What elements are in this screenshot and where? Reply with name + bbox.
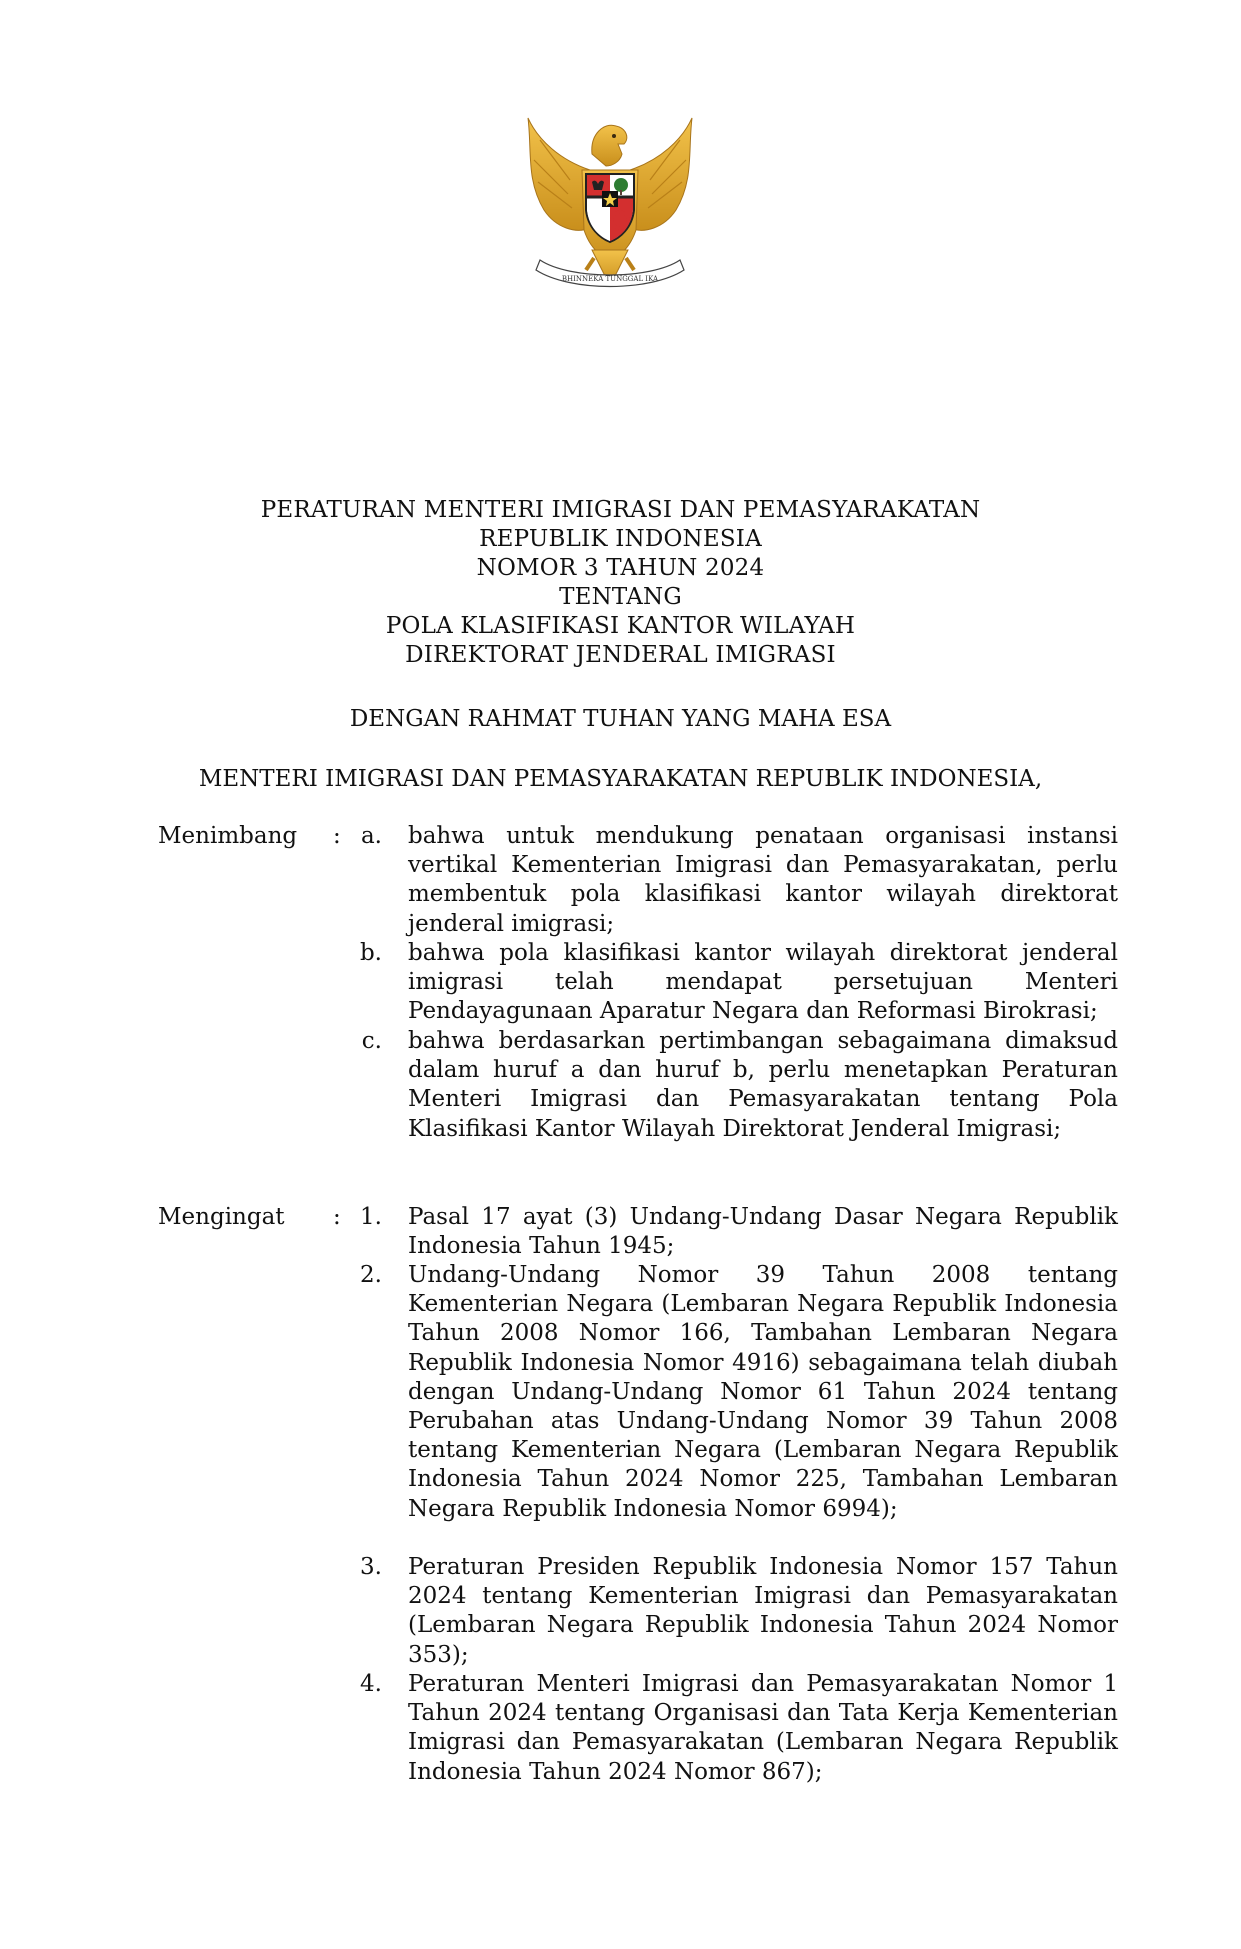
item-marker: b. bbox=[359, 940, 382, 966]
emblem-motto: BHINNEKA TUNGGAL IKA bbox=[561, 275, 659, 283]
item-marker: 4. bbox=[360, 1671, 382, 1697]
regulation-title bbox=[0, 496, 1241, 670]
mengingat-label: Mengingat bbox=[158, 1204, 285, 1230]
title-line-2: REPUBLIK INDONESIA bbox=[479, 526, 762, 552]
title-line-4: TENTANG bbox=[559, 584, 682, 610]
item-text: Peraturan Presiden Republik Indonesia Nomor 157 Tahun 2024 tentang Kementerian Imigrasi dan Pemasyarakatan (Lembaran Negara Republik Indonesia Tahun 2024 Nomor 353); bbox=[408, 1554, 1118, 1668]
menimbang-label: Menimbang bbox=[158, 823, 298, 849]
item-text: Peraturan Menteri Imigrasi dan Pemasyarakatan Nomor 1 Tahun 2024 tentang Organisasi dan Tata Kerja Kementerian Imigrasi dan Pemasyarakatan (Lembaran Negara Republik Indonesia Tahun 2024 Nomor 867); bbox=[408, 1671, 1118, 1785]
item-text: Pasal 17 ayat (3) Undang-Undang Dasar Negara Republik Indonesia Tahun 1945; bbox=[408, 1204, 1118, 1260]
title-line-5: POLA KLASIFIKASI KANTOR WILAYAH bbox=[385, 613, 856, 639]
title-line-1: PERATURAN MENTERI IMIGRASI DAN PEMASYARAKATAN bbox=[260, 497, 981, 523]
item-marker: 2. bbox=[360, 1262, 382, 1288]
issuer-line: MENTERI IMIGRASI DAN PEMASYARAKATAN REPUBLIK INDONESIA, bbox=[198, 766, 1043, 792]
title-line-6: DIREKTORAT JENDERAL IMIGRASI bbox=[405, 642, 836, 668]
garuda-emblem bbox=[520, 110, 700, 295]
item-text: bahwa berdasarkan pertimbangan sebagaimana dimaksud dalam huruf a dan huruf b, perlu menetapkan Peraturan Menteri Imigrasi dan Pemasyarakatan tentang Pola Klasifikasi Kantor Wilayah Direktorat Jenderal Imigrasi; bbox=[408, 1028, 1118, 1142]
title-line-3: NOMOR 3 TAHUN 2024 bbox=[476, 555, 765, 581]
item-marker: 3. bbox=[360, 1554, 382, 1580]
item-text: bahwa pola klasifikasi kantor wilayah direktorat jenderal imigrasi telah mendapat persetujuan Menteri Pendayagunaan Aparatur Negara dan Reformasi Birokrasi; bbox=[408, 940, 1118, 1025]
item-marker: a. bbox=[360, 823, 382, 849]
mengingat-colon: : bbox=[333, 1204, 341, 1230]
item-text: bahwa untuk mendukung penataan organisasi instansi vertikal Kementerian Imigrasi dan Pemasyarakatan, perlu membentuk pola klasifikasi kantor wilayah direktorat jenderal imigrasi; bbox=[408, 823, 1118, 937]
item-text: Undang-Undang Nomor 39 Tahun 2008 tentang Kementerian Negara (Lembaran Negara Republik Indonesia Tahun 2008 Nomor 166, Tambahan Lembaran Negara Republik Indonesia Nomor 4916) sebagaimana telah diubah dengan Undang-Undang Nomor 61 Tahun 2024 tentang Perubahan atas Undang-Undang Nomor 39 Tahun 2008 tentang Kementerian Negara (Lembaran Negara Republik Indonesia Tahun 2024 Nomor 225, Tambahan Lembaran Negara Republik Indonesia Nomor 6994); bbox=[408, 1262, 1118, 1522]
menimbang-colon: : bbox=[333, 823, 341, 849]
item-marker: 1. bbox=[360, 1204, 382, 1230]
item-marker: c. bbox=[361, 1028, 382, 1054]
invocation: DENGAN RAHMAT TUHAN YANG MAHA ESA bbox=[349, 706, 892, 732]
